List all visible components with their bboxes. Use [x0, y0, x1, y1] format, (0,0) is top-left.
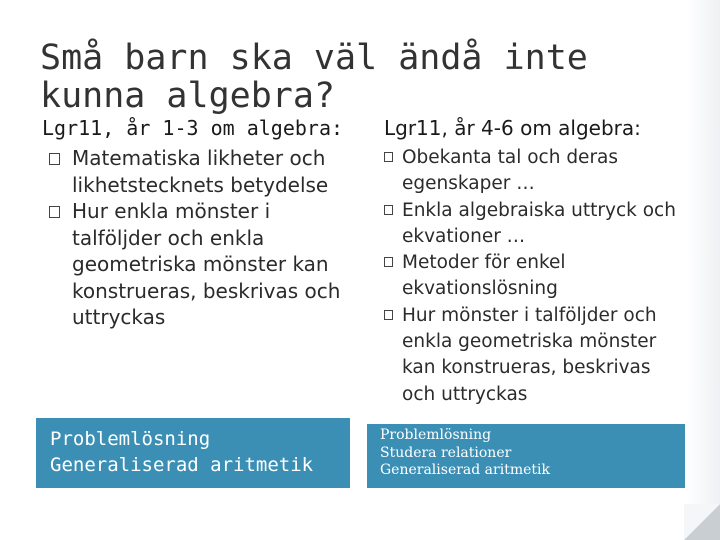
right-column-heading: Lgr11, år 4-6 om algebra: — [384, 116, 641, 140]
right-box-line: Problemlösning — [380, 427, 492, 443]
list-item-text: Matematiska likheter och likhetstecknets betydelse — [72, 146, 329, 197]
left-box-line: Generaliserad aritmetik — [50, 454, 314, 476]
left-column-heading: Lgr11, år 1-3 om algebra: — [42, 116, 344, 140]
slide-edge-decoration — [686, 0, 720, 540]
list-item — [384, 303, 684, 408]
list-item — [384, 145, 684, 198]
checkbox-bullet-icon — [384, 310, 393, 320]
left-column — [42, 115, 362, 331]
list-item-text: Metoder för enkel ekvationslösning — [402, 252, 566, 300]
left-summary-box — [36, 418, 350, 488]
checkbox-bullet-icon — [384, 257, 393, 267]
list-item — [42, 145, 362, 198]
slide-title: Små barn ska väl ändå inte kunna algebra? — [40, 38, 588, 117]
list-item-text: Obekanta tal och deras egenskaper … — [402, 147, 619, 195]
list-item-text: Hur mönster i talföljder och enkla geometriska mönster kan konstrueras, beskrivas och uttryckas — [402, 304, 657, 405]
right-box-line: Generaliserad aritmetik — [380, 462, 550, 478]
checkbox-bullet-icon — [384, 205, 393, 215]
right-bullet-list — [384, 145, 684, 408]
right-summary-box — [367, 424, 685, 488]
checkbox-bullet-icon — [49, 206, 60, 218]
left-box-line: Problemlösning — [50, 428, 211, 450]
list-item — [384, 250, 684, 303]
page-corner-fold-flap — [684, 504, 720, 540]
list-item-text: Enkla algebraiska uttryck och ekvationer … — [402, 199, 676, 247]
checkbox-bullet-icon — [49, 153, 60, 165]
checkbox-bullet-icon — [384, 152, 393, 162]
list-item-text: Hur enkla mönster i talföljder och enkla geometriska mönster kan konstrueras, beskrivas och uttryckas — [72, 199, 341, 329]
list-item — [384, 198, 684, 251]
list-item — [42, 198, 362, 331]
right-box-line: Studera relationer — [380, 444, 512, 461]
right-column — [384, 115, 684, 408]
left-bullet-list — [42, 145, 362, 331]
